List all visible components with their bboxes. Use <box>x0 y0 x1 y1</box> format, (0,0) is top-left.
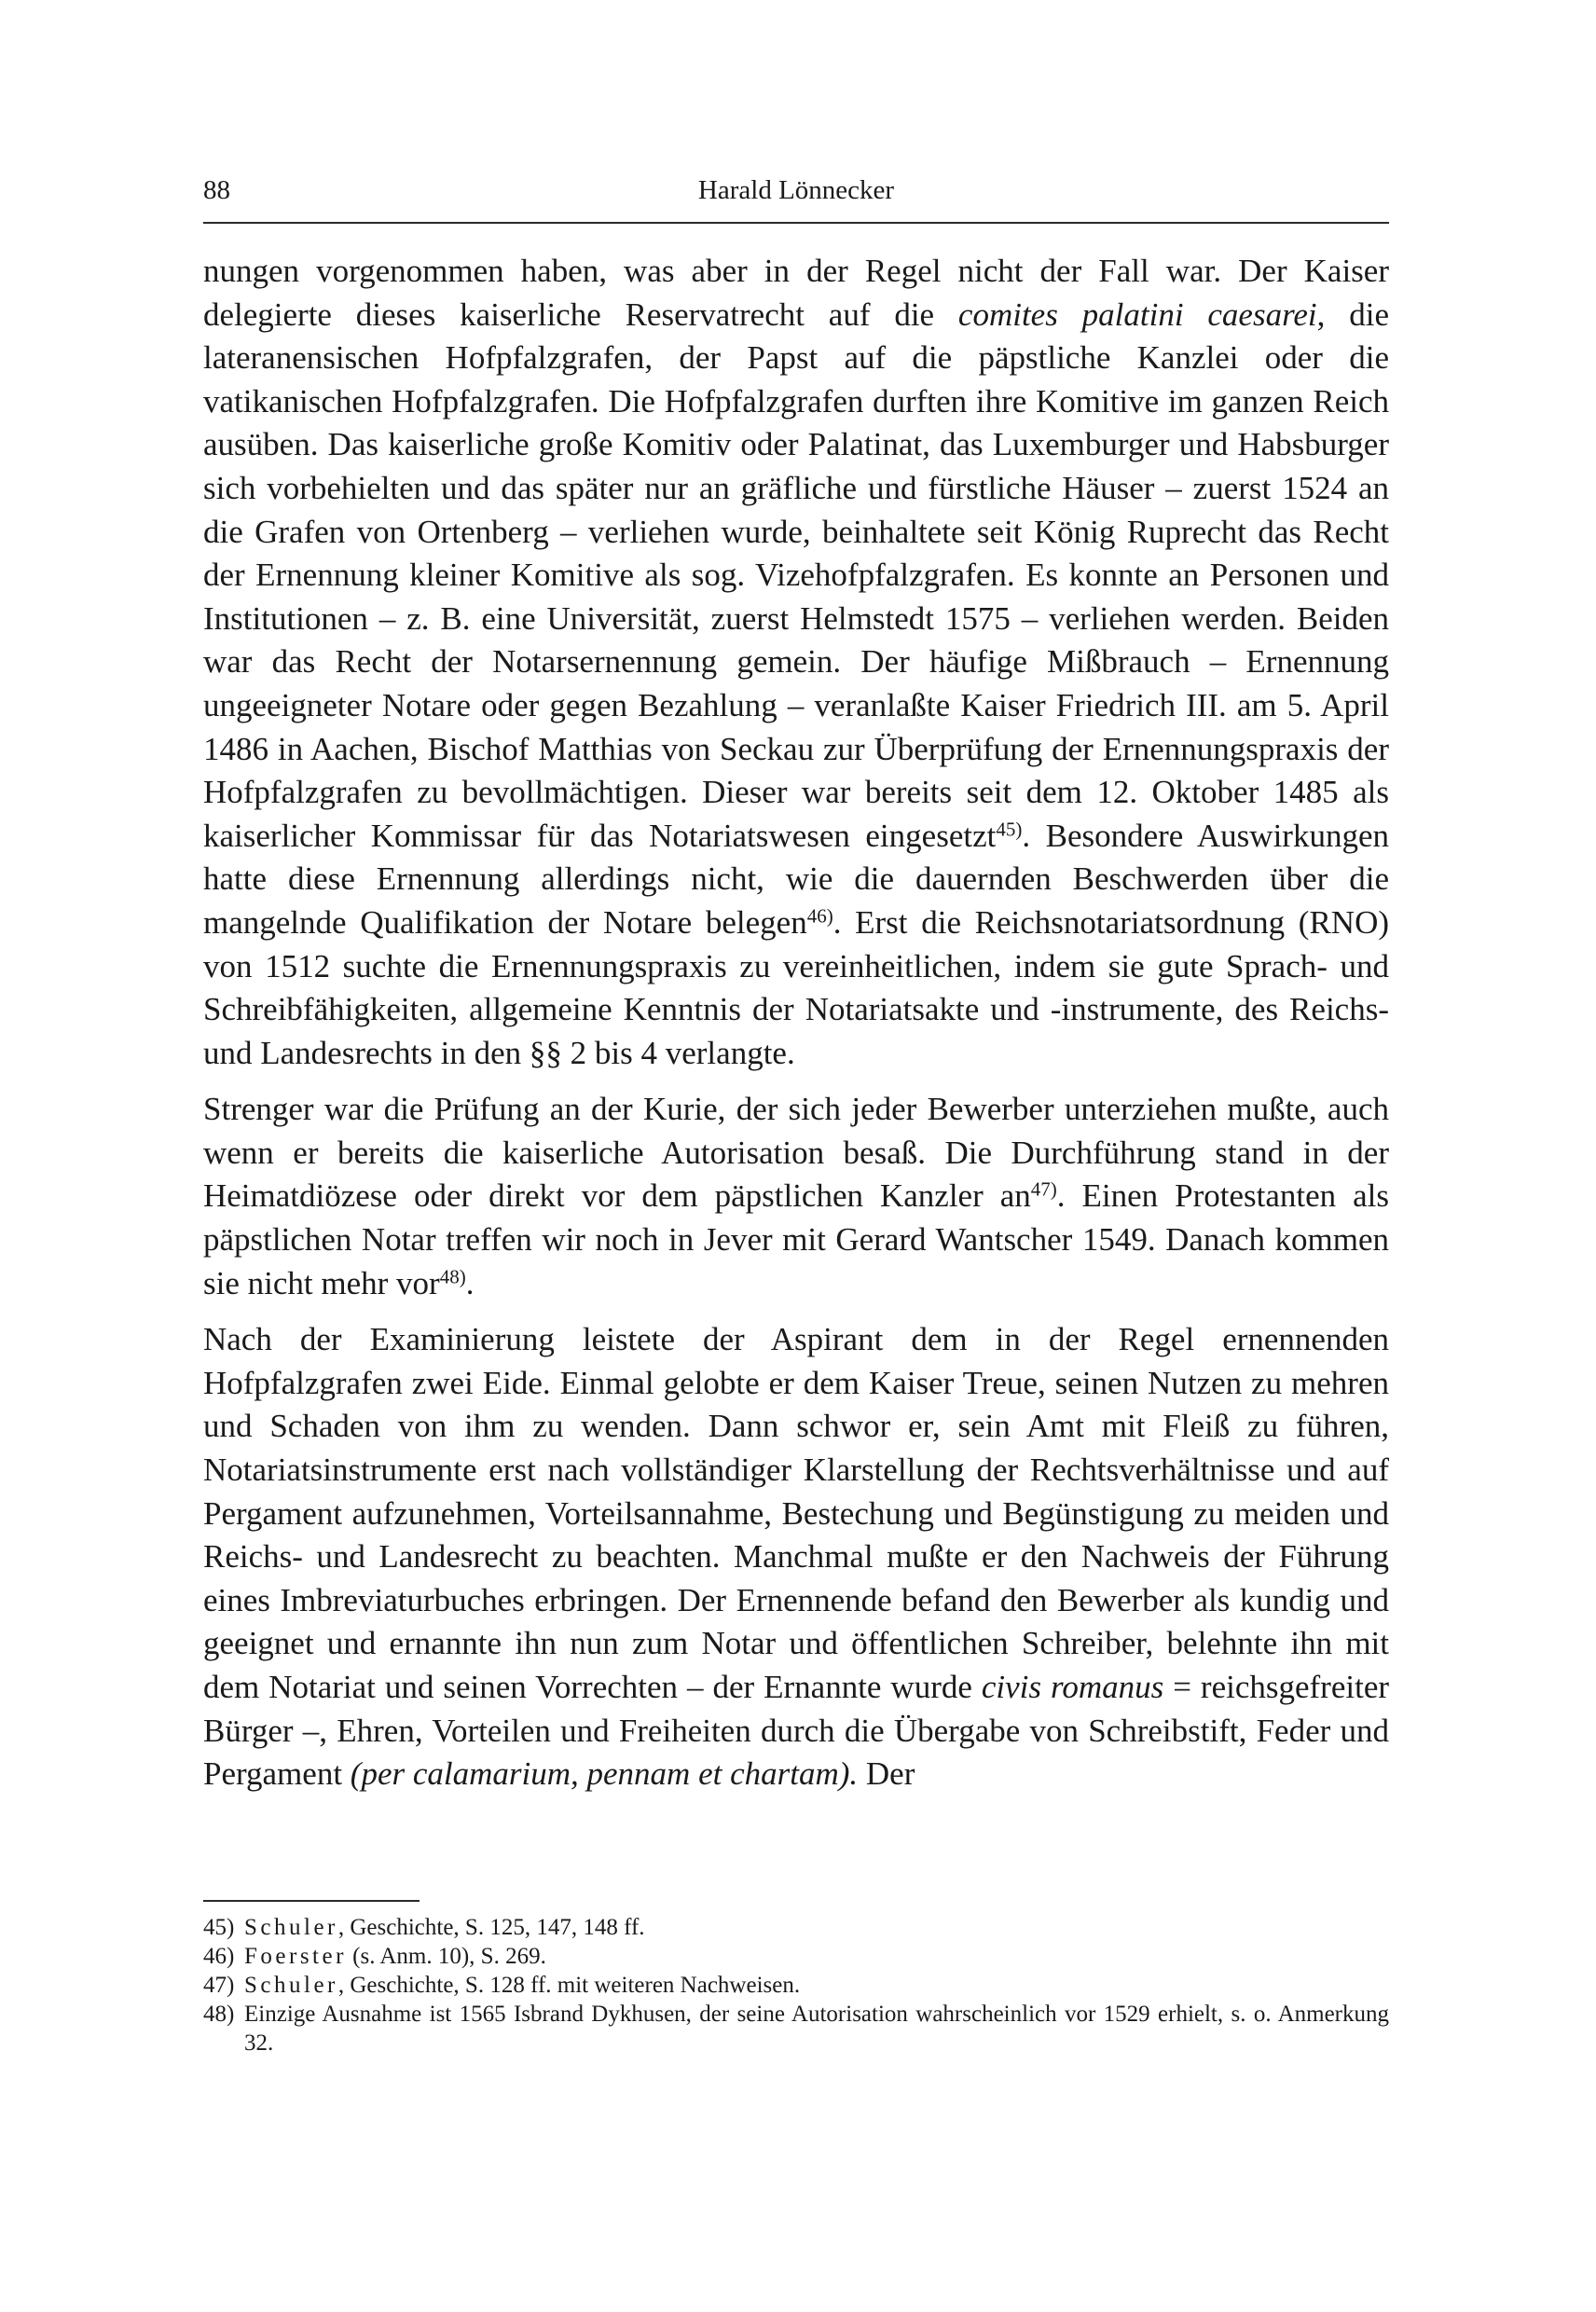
footnote <box>203 1971 1389 2000</box>
footnote-reference: 47) <box>1030 1177 1057 1201</box>
running-head: Harald Lönnecker <box>697 175 895 205</box>
author-name: Schuler <box>244 1973 338 1998</box>
text-run: = reichsgefreiter Bürger –, Ehren, Vorteilen und Freiheiten durch die Übergabe von Schreibstift, Feder und Pergament <box>203 1669 1390 1793</box>
page-header <box>203 170 1389 211</box>
text-run: Einzige Ausnahme ist 1565 Isbrand Dykhusen, der seine Autorisation wahrscheinlich vor 1529 erhielt, s. o. Anmerkung 32. <box>244 2002 1389 2056</box>
text-run: Nach der Examinierung leistete der Aspirant dem in der Regel ernennenden Hofpfalzgrafen zwei Eide. Einmal gelobte er dem Kaiser Treue, seinen Nutzen zu mehren und Schaden von ihm zu wenden. Dann schwor er, sein Amt mit Fleiß zu führen, Notariatsinstrumente erst nach vollständiger Klarstellung der Rechtsverhältnisse und auf Pergament aufzunehmen, Vorteilsannahme, Bestechung und Begünstigung zu meiden und Reichs- und Landesrecht zu beachten. Manchmal mußte er den Nachweis der Führung eines Imbreviaturbuches erbringen. Der Ernennende befand den Bewerber als kundig und geeignet und ernannte ihn nun zum Notar und öffentlichen Schreiber, belehnte ihn mit dem Notariat und seinen Vorrechten – der Ernannte wurde <box>203 1321 1389 1705</box>
footnote <box>203 2000 1389 2057</box>
footnotes <box>203 1913 1389 2057</box>
author-name: Schuler <box>244 1915 338 1940</box>
footnote <box>203 1913 1389 1942</box>
text-run: , Geschichte, S. 128 ff. mit weiteren Nachweisen. <box>337 1973 801 1998</box>
italic-text: civis romanus <box>981 1669 1164 1705</box>
header-rule <box>203 222 1389 224</box>
page-number: 88 <box>203 175 230 205</box>
text-run: . Erst die Reichsnotariatsordnung (RNO) von 1512 suchte die Ernennungspraxis zu vereinheitlichen, indem sie gute Sprach- und Schreibfähigkeiten, allgemeine Kenntnis der Notariatsakte und -instrumente, des Reichs- und Landesrechts in den §§ 2 bis 4 verlangte. <box>203 903 1390 1071</box>
footnote-number: 48) <box>203 2002 235 2027</box>
main-text <box>203 250 1389 1810</box>
text-run: (s. Anm. 10), S. 269. <box>346 1944 546 1969</box>
footnote-number: 46) <box>203 1944 235 1969</box>
footnote <box>203 1942 1389 1971</box>
footnote-number: 45) <box>203 1915 235 1940</box>
text-run: , die lateranensischen Hofpfalzgrafen, der Papst auf die päpstliche Kanzlei oder die vatikanischen Hofpfalzgrafen. Die Hofpfalzgrafen durften ihre Komitive im ganzen Reich ausüben. Das kaiserliche große Komitiv oder Palatinat, das Luxemburger und Habsburger sich vorbehielten und das später nur an gräfliche und fürstliche Häuser – zuerst 1524 an die Grafen von Ortenberg – verliehen wurde, beinhaltete seit König Ruprecht das Recht der Ernennung kleiner Komitive als sog. Vizehofpfalzgrafen. Es konnte an Personen und Institutionen – z. B. eine Universität, zuerst Helmstedt 1575 – verliehen werden. Beiden war das Recht der Notarsernennung gemein. Der häufige Mißbrauch – Ernennung ungeeigneter Notare oder gegen Bezahlung – veranlaßte Kaiser Friedrich III. am 5. April 1486 in Aachen, Bischof Matthias von Seckau zur Überprüfung der Ernennungspraxis der Hofpfalzgrafen zu bevollmächtigen. Dieser war bereits seit dem 12. Oktober 1485 als kaiserlicher Kommissar für das Notariatswesen eingesetzt <box>203 296 1389 854</box>
italic-text: (per calamarium, pennam et chartam). <box>350 1755 859 1793</box>
text-run: . Besondere Auswirkungen hatte diese Ernennung allerdings nicht, wie die dauernden Beschwerden über die mangelnde Qualifikation der Notare belegen <box>203 817 1389 941</box>
paragraph <box>203 1088 1389 1305</box>
footnote-reference: 45) <box>996 818 1023 841</box>
footnote-number: 47) <box>203 1973 235 1998</box>
paragraph <box>203 1318 1389 1796</box>
text-run: . Einen Protestanten als päpstlichen Notar treffen wir noch in Jever mit Gerard Wantscher 1549. Danach kommen sie nicht mehr vor <box>203 1177 1389 1301</box>
paragraph <box>203 250 1389 1075</box>
text-run: Der <box>858 1755 915 1793</box>
text-run: . <box>465 1264 475 1301</box>
italic-text: comites palatini caesarei <box>957 296 1317 333</box>
text-run: , Geschichte, S. 125, 147, 148 ff. <box>337 1915 645 1940</box>
author-name: Foerster <box>244 1944 347 1969</box>
text-run: nungen vorgenommen haben, was aber in der Regel nicht der Fall war. Der Kaiser delegierte dieses kaiserliche Reservatrecht auf die <box>203 253 1389 333</box>
footnote-separator <box>203 1900 420 1902</box>
footnote-reference: 48) <box>439 1265 466 1288</box>
footnote-reference: 46) <box>806 904 833 928</box>
text-run: Strenger war die Prüfung an der Kurie, der sich jeder Bewerber unterziehen mußte, auch wenn er bereits die kaiserliche Autorisation besaß. Die Durchführung stand in der Heimatdiözese oder direkt vor dem päpstlichen Kanzler an <box>203 1091 1389 1215</box>
